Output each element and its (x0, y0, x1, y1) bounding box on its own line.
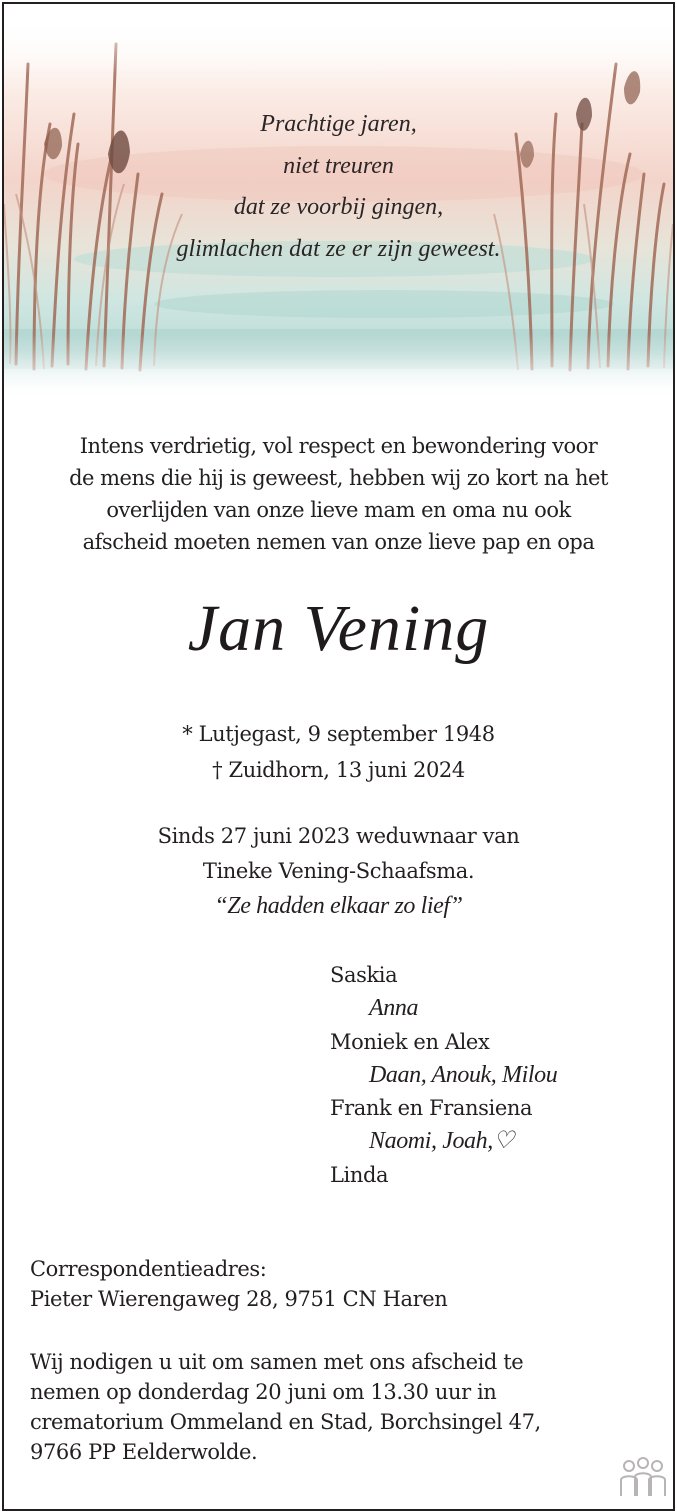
grandchildren: Naomi, Joah,♡ (369, 1128, 514, 1155)
address-value: Pieter Wierengaweg 28, 9751 CN Haren (30, 1287, 448, 1311)
intro-text (4, 430, 673, 558)
birth-line: * Lutjegast, 9 september 1948 (182, 722, 495, 746)
grandchildren: Anna (369, 995, 419, 1022)
poem-line: niet treuren (283, 152, 394, 179)
family-list (330, 959, 670, 1192)
grandchildren: Daan, Anouk, Milou (369, 1061, 558, 1088)
intro-line: overlijden van onze lieve mam en oma nu ook (106, 498, 571, 522)
family-member: Saskia (330, 963, 398, 987)
poem-line: glimlachen dat ze er zijn geweest. (176, 235, 501, 262)
spouse-name: Tineke Vening-Schaafsma. (202, 859, 475, 883)
poem (4, 104, 673, 270)
invitation-line: nemen op donderdag 20 juni om 13.30 uur in (30, 1380, 497, 1404)
invitation-line: 9766 PP Eelderwolde. (30, 1440, 258, 1464)
people-group-icon (618, 1456, 668, 1498)
banner-illustration (4, 4, 673, 399)
death-notice (2, 2, 675, 1511)
invitation (30, 1347, 650, 1467)
quote: “Ze hadden elkaar zo lief” (214, 893, 463, 919)
address-label: Correspondentieadres: (30, 1257, 267, 1281)
deceased-name: Jan Vening (187, 592, 490, 665)
family-member: Frank en Fransiena (330, 1096, 533, 1121)
poem-line: dat ze voorbij gingen, (233, 194, 444, 220)
family-member: Moniek en Alex (330, 1029, 490, 1054)
life-dates (4, 716, 673, 788)
intro-line: de mens die hij is geweest, hebben wij zo kort na het (69, 466, 608, 490)
poem-line: Prachtige jaren, (260, 111, 417, 137)
death-line: † Zuidhorn, 13 juni 2024 (212, 758, 465, 782)
intro-line: Intens verdrietig, vol respect en bewondering voor (79, 434, 598, 458)
invitation-line: Wij nodigen u uit om samen met ons afscheid te (30, 1350, 524, 1374)
invitation-line: crematorium Ommeland en Stad, Borchsingel 47, (30, 1410, 541, 1434)
intro-line: afscheid moeten nemen van onze lieve pap en opa (82, 530, 595, 554)
family-member: Linda (330, 1162, 389, 1187)
correspondence-address (30, 1254, 650, 1314)
widower-note (4, 819, 673, 924)
widower-line: Sinds 27 juni 2023 weduwnaar van (157, 824, 520, 848)
